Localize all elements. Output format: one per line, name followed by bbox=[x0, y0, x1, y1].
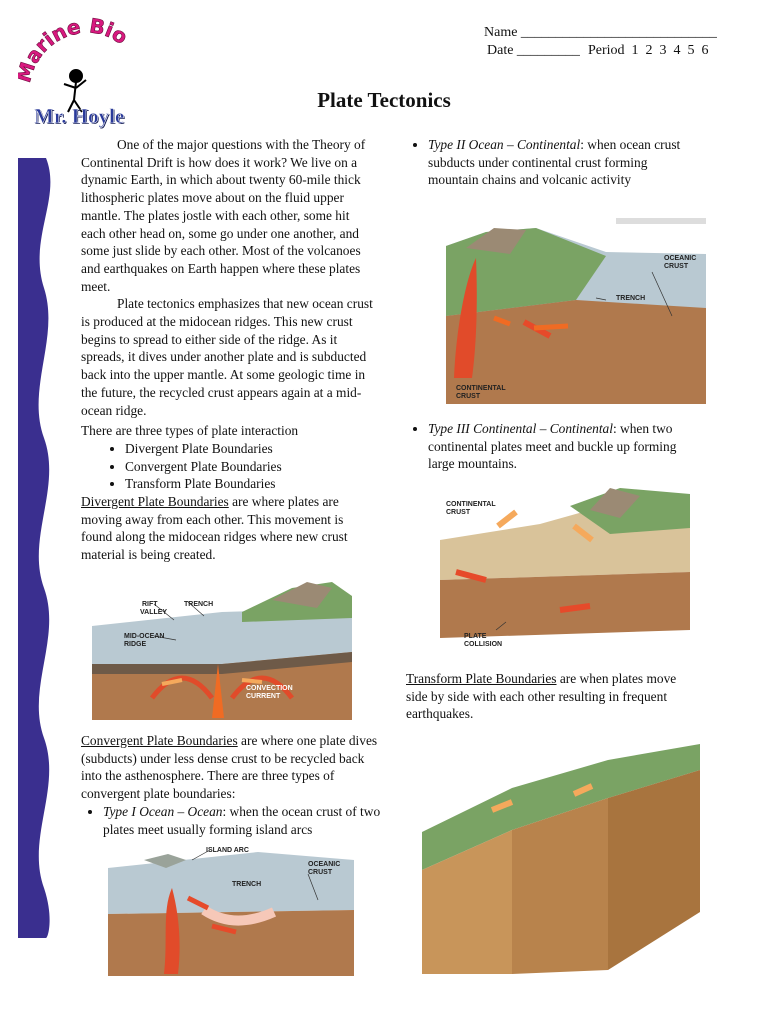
list-item bbox=[428, 420, 696, 473]
transform-section bbox=[406, 670, 696, 723]
ocean-ocean-diagram bbox=[108, 840, 354, 976]
convection-label: CONVECTION bbox=[246, 685, 293, 692]
plate-tectonics-paragraph: Plate tectonics emphasizes that new ocean crust is produced at the midocean ridges. This new crust begins to spread to either side of the ridge. As it spreads, it dives under another plate and is subducted back into the upper mantle. At some geologic time in the future, the recycled crust appears again at a mid-ocean ridge. bbox=[81, 296, 373, 418]
crust-label: CRUST bbox=[446, 509, 471, 516]
type3-term: Type III Continental – Continental bbox=[428, 421, 613, 436]
divergent-boundary-diagram bbox=[92, 578, 352, 720]
trench-label: TRENCH bbox=[184, 601, 214, 608]
page-title: Plate Tectonics bbox=[317, 88, 451, 112]
island-arc-label: ISLAND ARC bbox=[206, 847, 249, 854]
transform-paragraph bbox=[406, 670, 696, 723]
crust-label: CRUST bbox=[308, 869, 333, 876]
list-item: • Divergent Plate Boundaries bbox=[125, 440, 377, 458]
left-column bbox=[81, 136, 377, 564]
type3-section bbox=[406, 420, 696, 473]
transform-text: are when plates move side by side with each other resulting in frequent earthquakes. bbox=[406, 671, 677, 722]
valley-label: VALLEY bbox=[140, 609, 168, 616]
continental-label: CONTINENTAL bbox=[456, 385, 506, 392]
continental-continental-diagram bbox=[440, 488, 692, 652]
type3-text: : when two continental plates meet and buckle up forming large mountains. bbox=[428, 421, 677, 472]
crust-label: CRUST bbox=[664, 263, 689, 270]
period-line: Period 1 2 3 4 5 6 bbox=[587, 43, 709, 58]
decorative-wave-border bbox=[18, 158, 62, 938]
trench-label: TRENCH bbox=[232, 881, 262, 888]
ridge-label: RIDGE bbox=[124, 641, 147, 648]
oceanic-label: OCEANIC bbox=[308, 861, 341, 868]
current-label: CURRENT bbox=[246, 693, 281, 700]
convergent-section bbox=[81, 732, 381, 838]
crust2-label: CRUST bbox=[456, 393, 481, 400]
divergent-text: are where plates are moving away from each other. This movement is found along the midocean ridges where new crust material is being created. bbox=[81, 494, 348, 563]
type1-text: : when the ocean crust of two plates meet usually forming island arcs bbox=[103, 803, 381, 837]
plate-label: PLATE bbox=[464, 633, 487, 640]
convergent-types-list bbox=[81, 803, 381, 838]
list-item bbox=[428, 136, 696, 189]
date-period-line bbox=[478, 42, 738, 60]
name-line: Name ____________________________ bbox=[484, 25, 717, 40]
divergent-term: Divergent Plate Boundaries bbox=[81, 494, 229, 510]
transform-term: Transform Plate Boundaries bbox=[406, 671, 557, 686]
type2-text: : when ocean crust subducts under continental crust forming mountain chains and volcanic activity bbox=[428, 137, 681, 188]
type1-term: Type I Ocean – Ocean bbox=[103, 803, 223, 819]
marine-bio-logo bbox=[18, 14, 138, 134]
logo-name: Mr. Hoyle bbox=[34, 104, 125, 128]
types-list bbox=[81, 440, 377, 493]
rift-label: RIFT bbox=[142, 601, 158, 608]
logo-top-text: arine Bio bbox=[19, 14, 133, 68]
list-item: • Convergent Plate Boundaries bbox=[125, 458, 377, 476]
convergent-paragraph bbox=[81, 732, 381, 803]
list-item bbox=[103, 803, 381, 838]
types-intro: There are three types of plate interaction bbox=[81, 423, 299, 439]
midocean-label: MID-OCEAN bbox=[124, 633, 165, 640]
type2-list bbox=[406, 136, 696, 189]
intro-paragraph: One of the major questions with the Theory of Continental Drift is how does it work? We live on a dynamic Earth, in which about twenty 60-mile thick lithospheric plates move about on the fluid upper mantle. The plates jostle with each other, some hit each other head on, some go under one another, and some just slide by each other. Most of the volcanoes and earthquakes on Earth happen where these plates meet. bbox=[81, 137, 366, 294]
collision-label: COLLISION bbox=[464, 641, 503, 648]
student-header bbox=[478, 24, 738, 60]
type2-section bbox=[406, 136, 696, 189]
oceanic-label: OCEANIC bbox=[664, 255, 697, 262]
type2-term: Type II Ocean – Continental bbox=[428, 137, 581, 152]
type3-list bbox=[406, 420, 696, 473]
transform-boundary-diagram bbox=[422, 740, 700, 976]
divergent-paragraph bbox=[81, 493, 377, 564]
convergent-term: Convergent Plate Boundaries bbox=[81, 733, 238, 748]
date-line: Date _________ bbox=[487, 43, 580, 58]
ocean-continental-diagram bbox=[446, 218, 708, 404]
list-item: • Transform Plate Boundaries bbox=[125, 475, 377, 493]
convergent-text: are where one plate dives (subducts) under less dense crust to be recycled back into the asthenosphere. There are three types of convergent plate boundaries: bbox=[81, 733, 378, 802]
trench-label: TRENCH bbox=[616, 295, 646, 302]
continental-label: CONTINENTAL bbox=[446, 501, 496, 508]
